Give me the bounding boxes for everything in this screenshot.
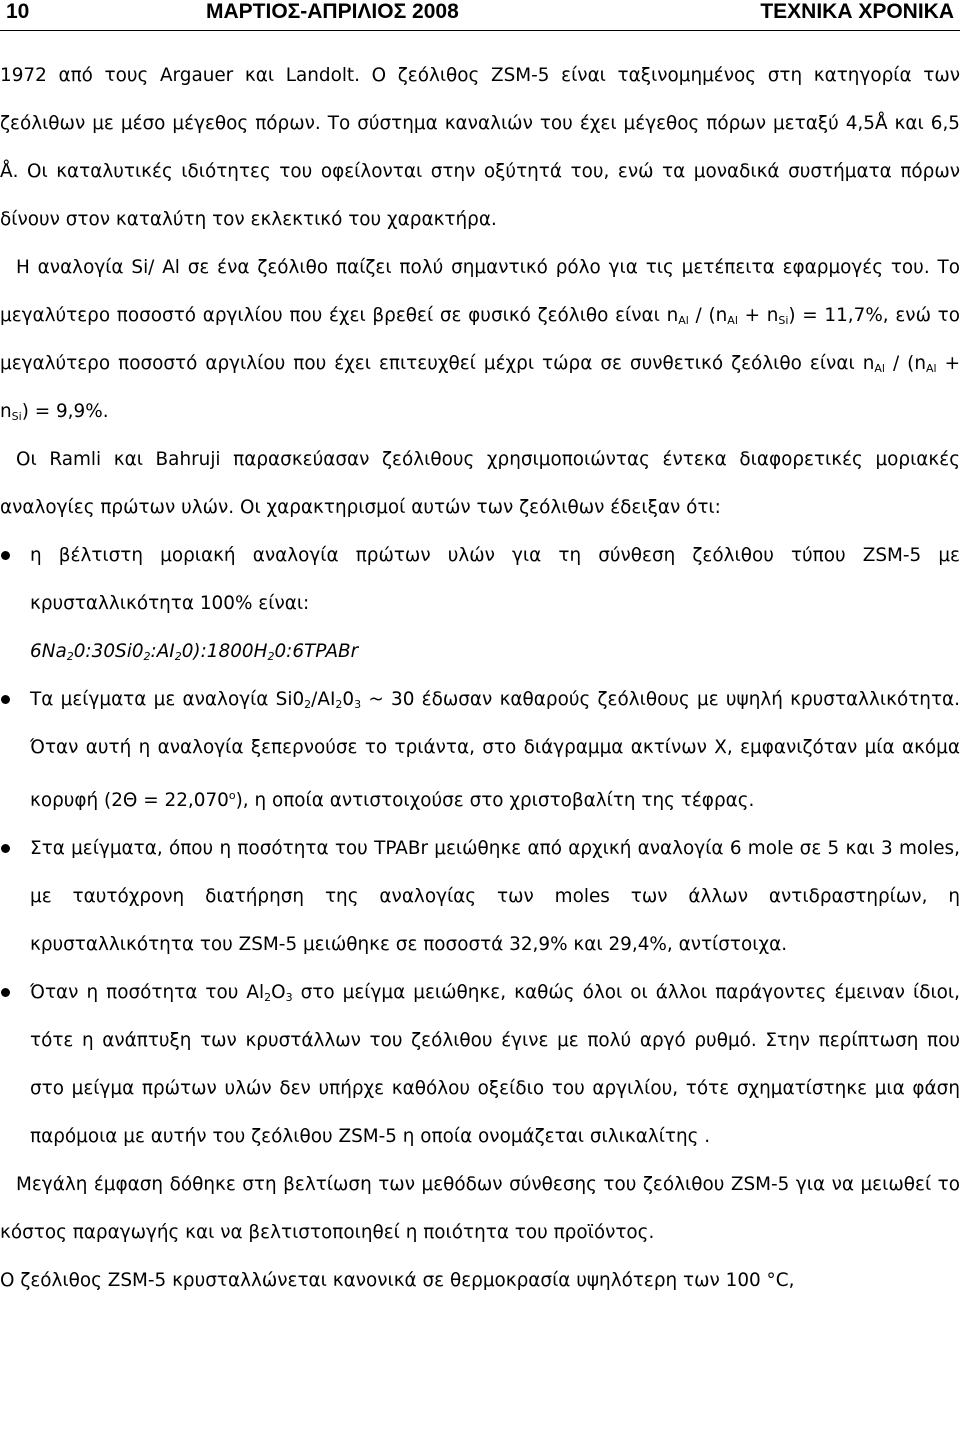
paragraph-si-al-ratio: Η αναλογία Si/ Al σε ένα ζεόλιθο παίζει πολύ σημαντικό ρόλο για τις μετέπειτα εφαρμογές του. Το μεγαλύτερο ποσοστό αργιλίου που έχει βρεθεί σε φυσικό ζεόλιθο είναι $n_{Al} / (n_{Al} + n_{Si}) = 11,7\%$, ενώ το μεγαλύτερο ποσοστό αργιλίου που έχει επιτευχθεί μέχρι τώρα σε συνθετικό ζεόλιθο είναι $n_{Al} / (n_{Al} + n_{Si}) = 9,9\%$. (0, 257, 960, 423)
list-item: Στα μείγματα, όπου η ποσότητα του TPABr μειώθηκε από αρχική αναλογία 6 mole σε 5 και 3 moles, με ταυτόχρονη διατήρηση της αναλογίας των moles των άλλων αντιδραστηρίων, η κρυσταλλικότητα του ZSM-5 μειώθηκε σε ποσοστά 32,9% και 29,4%, αντίστοιχα. (0, 825, 960, 969)
paragraph-zsm5-intro: 1972 από τους Argauer και Landolt. Ο ζεόλιθος ZSM-5 είναι ταξινομημένος στη κατηγορία των ζεόλιθων με μέσο μέγεθος πόρων. Το σύστημα καναλιών του έχει μέγεθος πόρων μεταξύ 4,5Å και 6,5 Å. Οι καταλυτικές ιδιότητες του οφείλονται στην οξύτητά του, ενώ τα μοναδικά συστήματα πόρων δίνουν στον καταλύτη τον εκλεκτικό του χαρακτήρα. (0, 65, 960, 230)
bullet-icon (1, 551, 10, 560)
list-item: Όταν η ποσότητα του $Al_2O_3$ στο μείγμα μειώθηκε, καθώς όλοι οι άλλοι παράγοντες έμειναν ίδιοι, τότε η ανάπτυξη των κρυστάλλων του ζεόλιθου έγινε με πολύ αργό ρυθμό. Στην περίπτωση που στο μείγμα πρώτων υλών δεν υπήρχε καθόλου οξείδιο του αργιλίου, τότε σχηματίστηκε μια φάση παρόμοια με αυτήν του ζεόλιθου ZSM-5 η οποία ονομάζεται σιλικαλίτης . (0, 969, 960, 1161)
article-body (0, 52, 960, 1305)
bullet-icon (1, 695, 10, 704)
list-item: η βέλτιστη μοριακή αναλογία πρώτων υλών για τη σύνθεση ζεόλιθου τύπου ZSM-5 με κρυσταλλικότητα 100% είναι: $6Na_20:30Si0_2:AI_20):1800H_20:6TPABr$ (0, 532, 960, 676)
bullet-icon (1, 988, 10, 997)
list-item: Τα μείγματα με αναλογία $Si0_2/AI_20_3$ ~ 30 έδωσαν καθαρούς ζεόλιθους με υψηλή κρυσταλλικότητα. Όταν αυτή η αναλογία ξεπερνούσε το τριάντα, στο διάγραμμα ακτίνων Χ, εμφανιζόταν μία ακόμα κορυφή $(2\Theta = 22,070^o)$, η οποία αντιστοιχούσε στο χριστοβαλίτη της τέφρας. (0, 676, 960, 825)
page-number: 10 (6, 0, 30, 23)
findings-list (0, 532, 960, 1161)
issue-date: ΜΑΡΤΙΟΣ-ΑΠΡΙΛΙΟΣ 2008 (206, 0, 459, 23)
molar-ratio-formula: $6Na_20:30Si0_2:AI_20):1800H_20:6TPABr$ (30, 641, 359, 663)
paragraph-cost-reduction: Μεγάλη έμφαση δόθηκε στη βελτίωση των μεθόδων σύνθεσης του ζεόλιθου ZSM-5 για να μειωθεί το κόστος παραγωγής και να βελτιστοποιηθεί η ποιότητα του προϊόντος. (0, 1174, 960, 1244)
paragraph-crystallization-temp: Ο ζεόλιθος ZSM-5 κρυσταλλώνεται κανονικά σε θερμοκρασία υψηλότερη των 100 °C, (0, 1270, 795, 1292)
paragraph-ramli-bahruji: Οι Ramli και Bahruji παρασκεύασαν ζεόλιθους χρησιμοποιώντας έντεκα διαφορετικές μοριακές αναλογίες πρώτων υλών. Οι χαρακτηρισμοί αυτών των ζεόλιθων έδειξαν ότι: (0, 449, 960, 518)
magazine-title: ΤΕΧΝΙΚΑ ΧΡΟΝΙΚΑ (760, 0, 954, 23)
page-header (0, 0, 960, 31)
bullet-icon (1, 844, 10, 853)
